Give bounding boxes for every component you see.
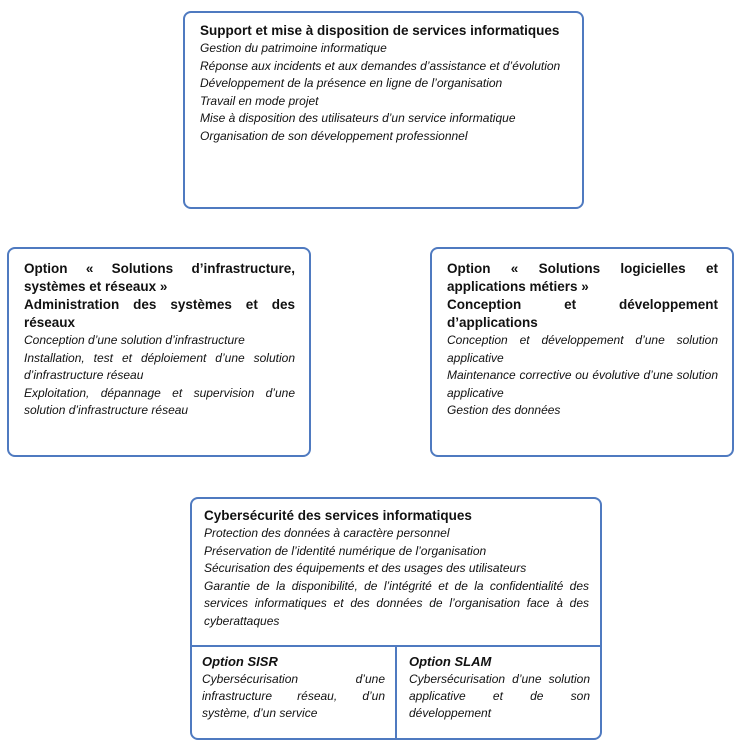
option-sisr-title: Option « Solutions d’infrastructure, systèmes et réseaux » [24, 261, 295, 294]
support-item: Réponse aux incidents et aux demandes d’assistance et d’évolution [200, 58, 561, 73]
support-block [183, 11, 584, 209]
cybersecurity-main [192, 499, 600, 645]
option-sisr-item: Exploitation, dépannage et supervision d’une solution d’infrastructure réseau [24, 385, 295, 418]
option-slam-item: Conception et développement d’une solution applicative [447, 333, 718, 365]
option-slam-items [447, 332, 718, 420]
cybersecurity-items [204, 525, 589, 631]
cybersecurity-slam-title: Option SLAM [409, 654, 492, 669]
support-title: Support et mise à disposition de services informatiques [200, 23, 560, 38]
cybersecurity-slam-cell [397, 647, 600, 738]
support-item: Mise à disposition des utilisateurs d’un service informatique [200, 111, 516, 126]
support-item: Organisation de son développement professionnel [200, 128, 468, 143]
option-slam-item: Gestion des données [447, 403, 561, 418]
cybersecurity-sisr-title: Option SISR [202, 654, 278, 669]
cybersecurity-title: Cybersécurité des services informatiques [204, 508, 472, 523]
option-slam-item: Maintenance corrective ou évolutive d’une solution applicative [447, 368, 718, 400]
option-slam-title: Option « Solutions logicielles et applications métiers » [447, 261, 718, 294]
cybersecurity-sisr-items [202, 671, 385, 722]
option-sisr-subtitle: Administration des systèmes et des réseaux [24, 297, 295, 330]
support-item: Gestion du patrimoine informatique [200, 41, 387, 55]
cybersecurity-sisr-cell [192, 647, 395, 738]
cybersecurity-slam-text: Cybersécurisation d’une solution applicative et de son développement [409, 672, 590, 720]
cybersecurity-item: Garantie de la disponibilité, de l’intégrité et de la confidentialité des services informatiques et des données de l’organisation face à des cyberattaques [204, 578, 589, 628]
cybersecurity-block [190, 497, 602, 740]
support-items [200, 40, 568, 146]
cybersecurity-item: Sécurisation des équipements et des usages des utilisateurs [204, 561, 527, 576]
support-item: Travail en mode projet [200, 93, 319, 108]
option-slam-subtitle: Conception et développement d’applications [447, 297, 718, 330]
option-sisr-item: Conception d’une solution d’infrastructure [24, 333, 245, 347]
option-sisr-item: Installation, test et déploiement d’une solution d’infrastructure réseau [24, 350, 295, 383]
option-sisr-items [24, 332, 295, 420]
cybersecurity-slam-items [409, 671, 590, 722]
cybersecurity-item: Protection des données à caractère personnel [204, 526, 450, 540]
support-item: Développement de la présence en ligne de l’organisation [200, 76, 503, 91]
cybersecurity-sisr-text: Cybersécurisation d’une infrastructure réseau, d’un système, d’un service [202, 672, 385, 720]
option-sisr-block [7, 247, 311, 457]
option-slam-block [430, 247, 734, 457]
cybersecurity-item: Préservation de l’identité numérique de l’organisation [204, 543, 487, 558]
